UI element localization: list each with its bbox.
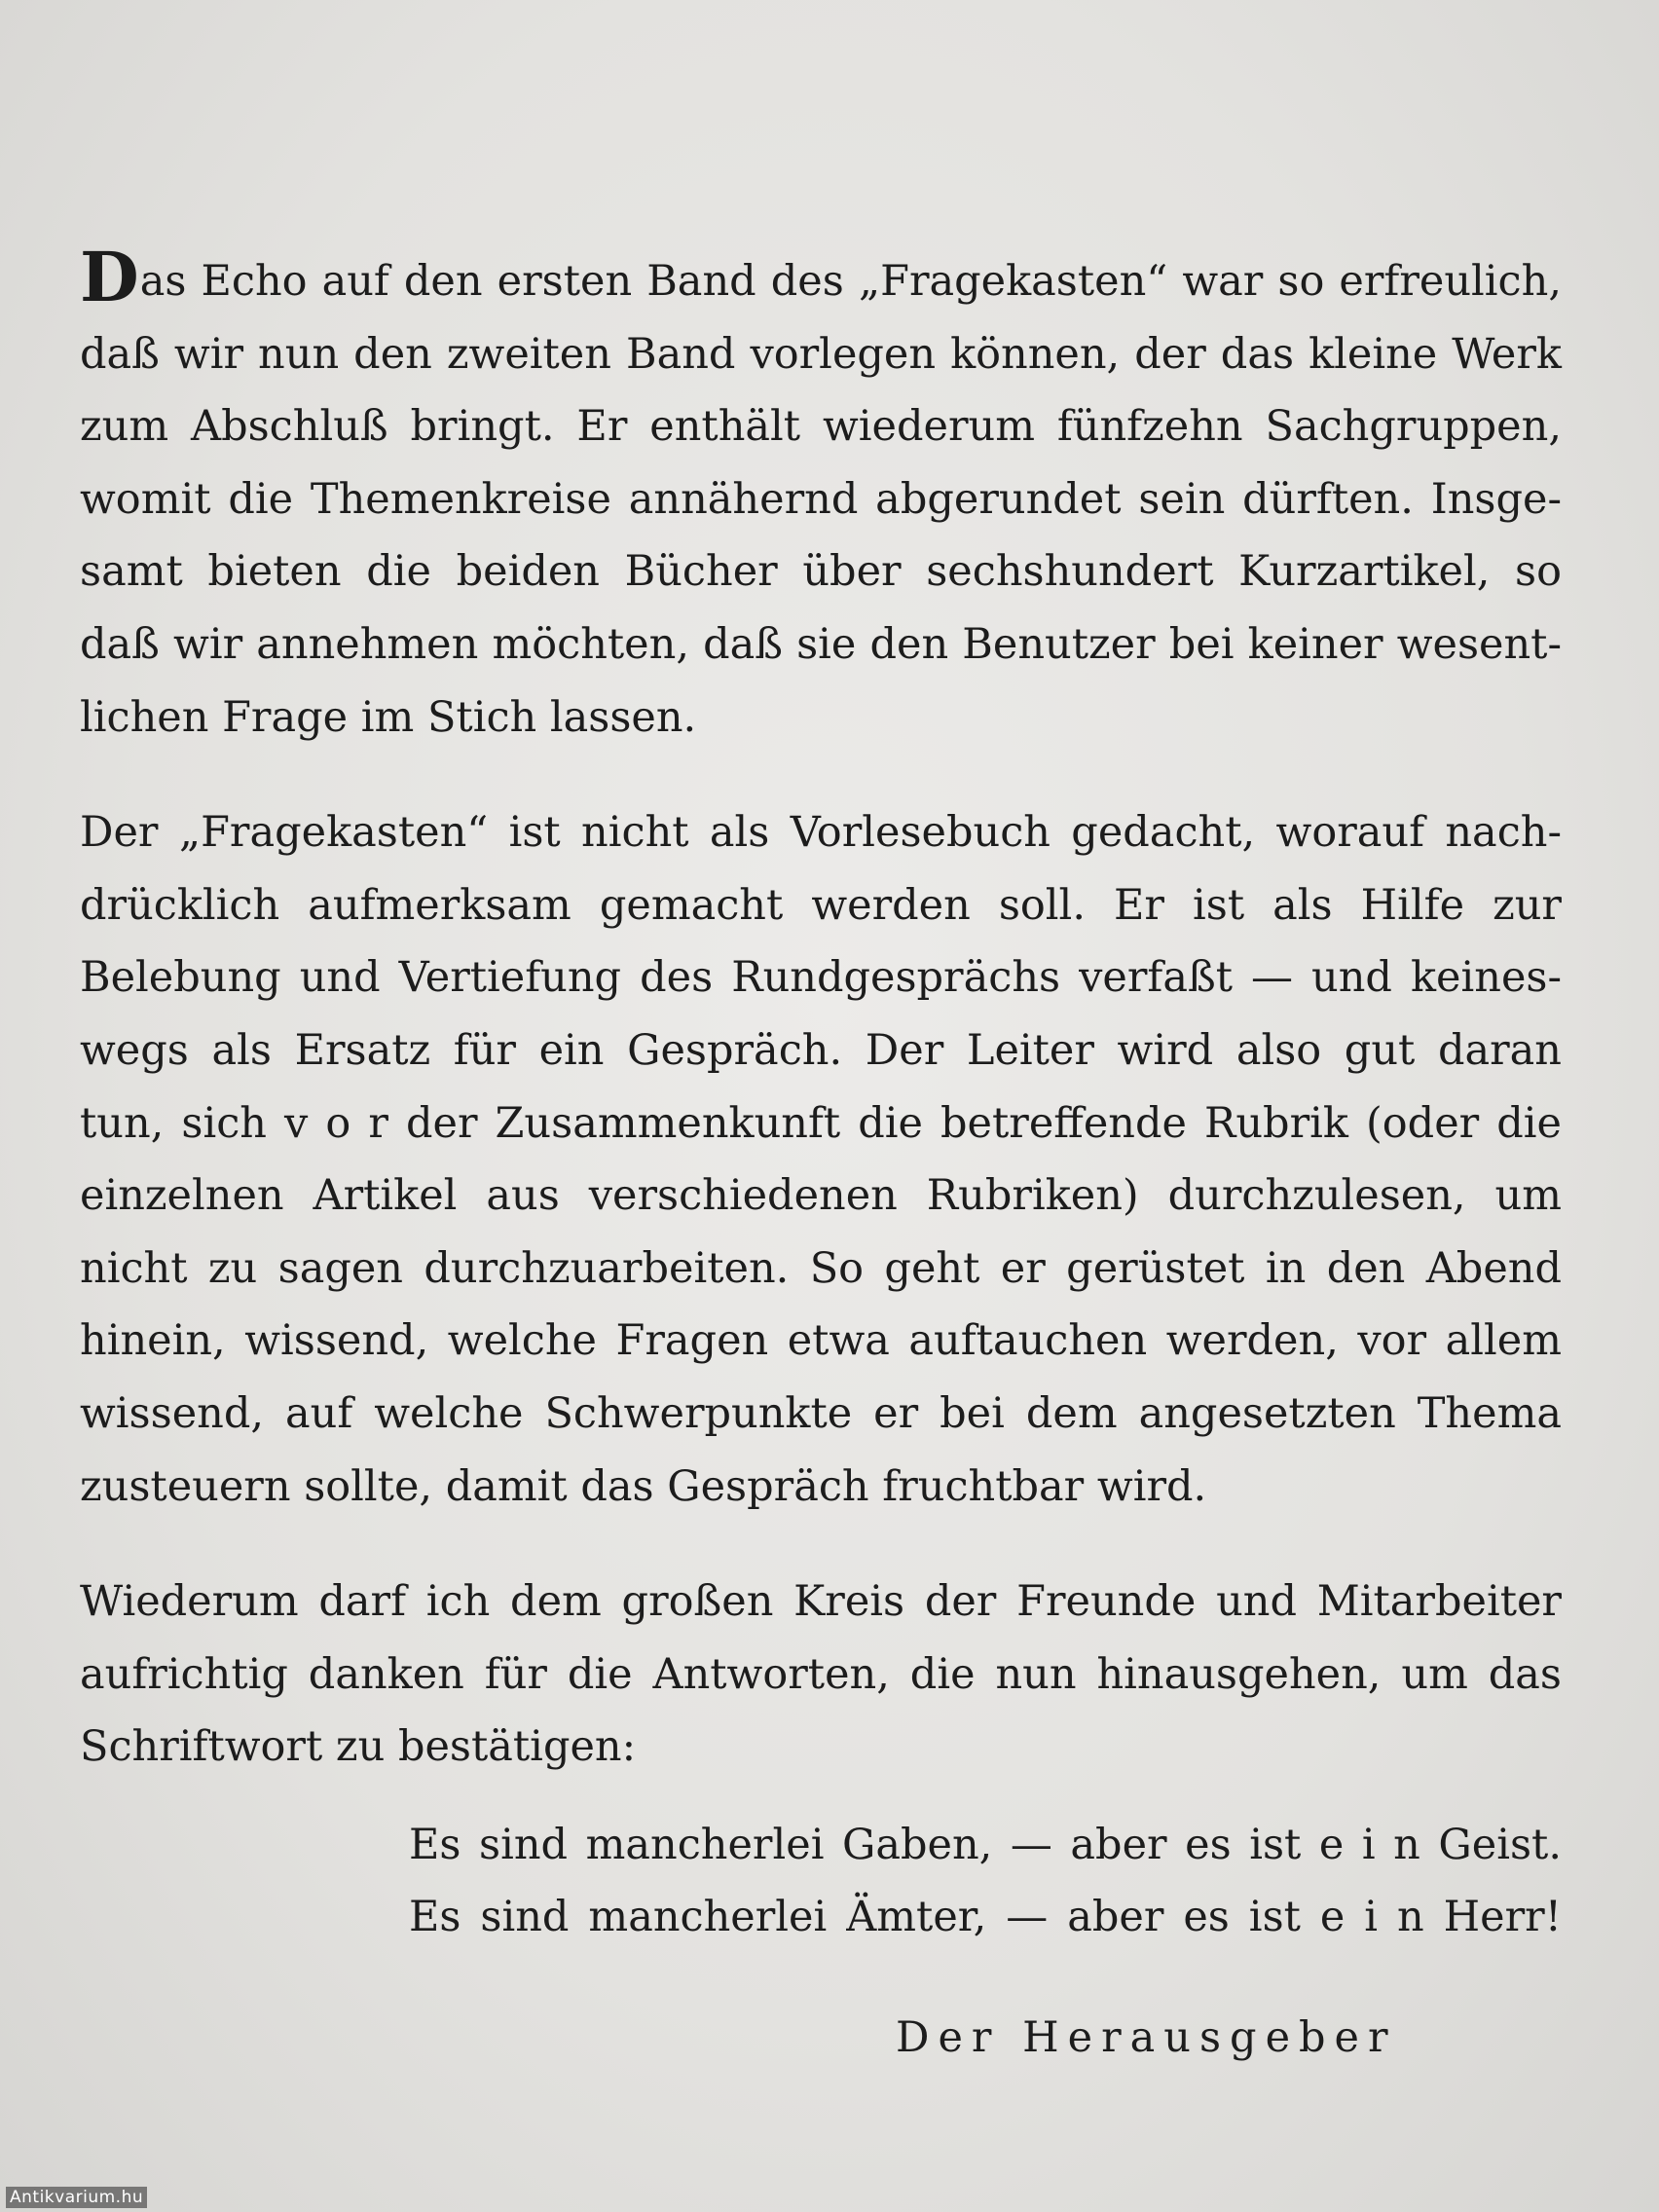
text-line: Schriftwort zu bestätigen: [80,1722,637,1772]
text-line: womit die Themenkreise annähernd abgerundet sein dürften. Insge- [80,474,1562,524]
paragraph-3 [80,1566,1562,1784]
text-line: daß wir nun den zweiten Band vorlegen können, der das kleine Werk [80,329,1562,379]
verse-line-2: Es sind mancherlei Ämter, — aber es ist e i n Herr! [409,1893,1562,1941]
text-line: zusteuern sollte, damit das Gespräch fruchtbar wird. [80,1461,1207,1511]
text-line-content: as Echo auf den ersten Band des „Fragekasten“ war so erfreulich, [139,257,1562,306]
verse-line-1: Es sind mancherlei Gaben, — aber es ist e i n Geist. [409,1821,1562,1869]
document-body [80,237,1562,1784]
paragraph-spacer [80,754,1562,796]
text-line: samt bieten die beiden Bücher über sechshundert Kurzartikel, so [80,547,1562,597]
text-line: Der „Fragekasten“ ist nicht als Vorlesebuch gedacht, worauf nach- [80,808,1562,858]
paragraph-2 [80,796,1562,1523]
watermark-logo: Antikvarium.hu [6,2187,147,2208]
text-line: einzelnen Artikel aus verschiedenen Rubriken) durchzulesen, um [80,1171,1562,1221]
text-line: drücklich aufmerksam gemacht werden soll. Er ist als Hilfe zur [80,880,1562,930]
text-line: wissend, auf welche Schwerpunkte er bei dem angesetzten Thema [80,1388,1562,1438]
text-line: Wiederum darf ich dem großen Kreis der Freunde und Mitarbeiter [80,1577,1562,1627]
paragraph-spacer [80,1523,1562,1566]
text-line: zum Abschluß bringt. Er enthält wiederum fünfzehn Sachgruppen, [80,402,1562,452]
text-line: tun, sich v o r der Zusammenkunft die betreffende Rubrik (oder die [80,1098,1562,1148]
text-line: aufrichtig danken für die Antworten, die nun hinausgehen, um das [80,1649,1562,1699]
paragraph-1 [80,237,1562,754]
text-line: wegs als Ersatz für ein Gespräch. Der Leiter wird also gut daran [80,1025,1562,1075]
text-line: hinein, wissend, welche Fragen etwa auftauchen werden, vor allem [80,1316,1562,1366]
drop-cap: D [80,237,139,317]
text-line: Belebung und Vertiefung des Rundgesprächs verfaßt — und keines- [80,953,1562,1003]
signature: Der Herausgeber [896,2013,1397,2062]
text-line [80,237,1562,318]
text-line: daß wir annehmen möchten, daß sie den Benutzer bei keiner wesent- [80,619,1562,669]
text-line: lichen Frage im Stich lassen. [80,692,697,742]
text-line: nicht zu sagen durchzuarbeiten. So geht er gerüstet in den Abend [80,1243,1562,1293]
